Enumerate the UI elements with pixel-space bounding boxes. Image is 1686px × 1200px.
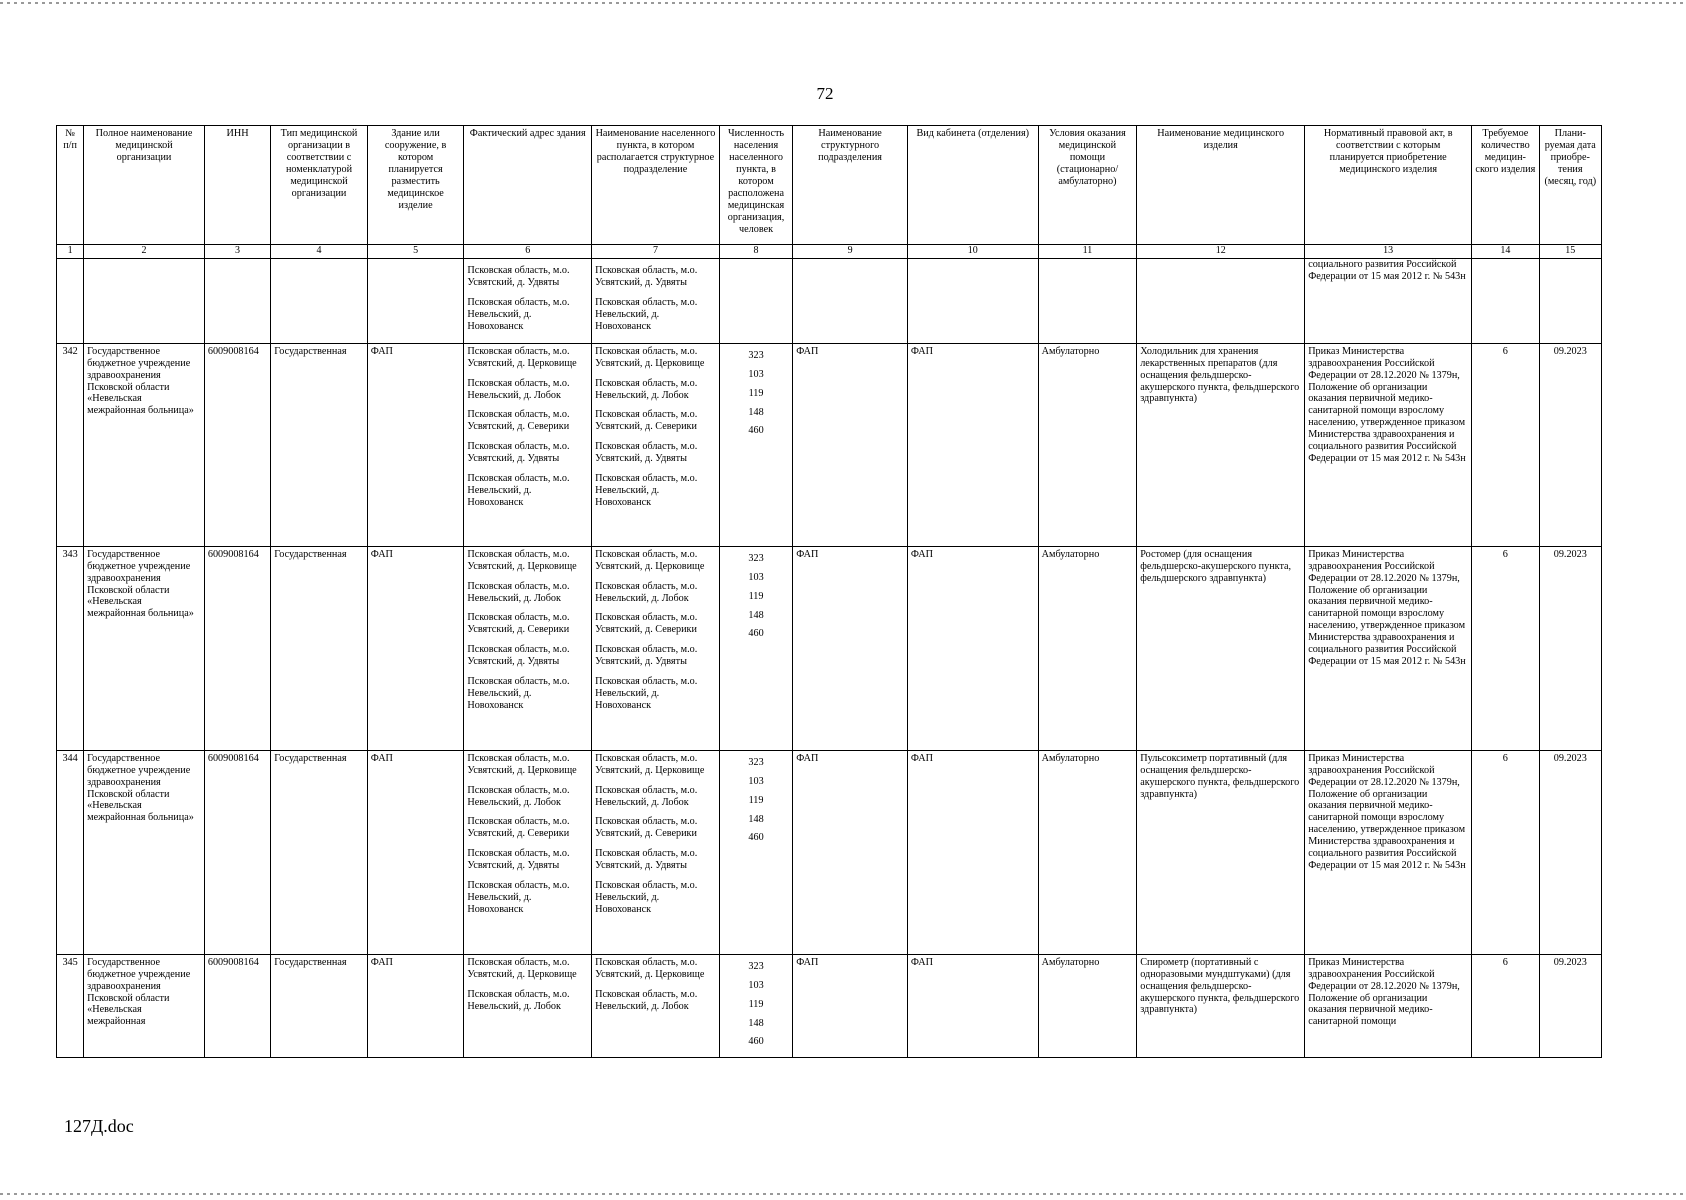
header-cell: № п/п: [57, 126, 84, 245]
column-number: 8: [719, 245, 792, 259]
footer-filename: 127Д.doc: [64, 1116, 134, 1136]
address-line: Псковская область, м.о. Усвятский, д. Северики: [467, 409, 570, 433]
locality-line: Псковская область, м.о. Невельский, д. Лобок: [595, 988, 698, 1012]
locality-line: Псковская область, м.о. Усвятский, д. Церковище: [595, 956, 705, 980]
cell-date: 09.2023: [1539, 750, 1601, 954]
population-value: 148: [748, 406, 764, 418]
cell-localities: [592, 750, 720, 954]
cell-localities: [592, 343, 720, 546]
locality-line: Псковская область, м.о. Усвятский, д. Удвяты: [595, 644, 698, 668]
cell-inn: 6009008164: [204, 750, 270, 954]
header-cell: Здание или сооружение, в котором планируется разместить медицинское изделие: [367, 126, 464, 245]
population-value: 103: [748, 571, 764, 583]
cell-org: Государственное бюджетное учреждение здравоохранения Псковской области «Невельская межрайонная больница»: [84, 343, 205, 546]
cell-quantity: [1472, 259, 1539, 344]
cell-population: [719, 546, 792, 750]
column-number: 1: [57, 245, 84, 259]
population-value: 323: [748, 349, 764, 361]
population-value: 119: [748, 794, 764, 806]
population-value: 103: [748, 775, 764, 787]
cell-building: [367, 259, 464, 344]
cell-device: Холодильник для хранения лекарственных препаратов (для оснащения фельдшерско-акушерского пункта, фельдшерского здравпункта): [1137, 343, 1305, 546]
address-line: Псковская область, м.о. Невельский, д. Лобок: [467, 377, 570, 401]
address-line: Псковская область, м.о. Усвятский, д. Удвяты: [467, 848, 570, 872]
address-line: Псковская область, м.о. Невельский, д. Новохованск: [467, 473, 570, 509]
address-line: Псковская область, м.о. Усвятский, д. Церковище: [467, 345, 577, 369]
population-value: 119: [748, 387, 764, 399]
locality-line: Псковская область, м.о. Усвятский, д. Церковище: [595, 345, 705, 369]
cell-quantity: 6: [1472, 750, 1539, 954]
locality-line: Псковская область, м.о. Усвятский, д. Удвяты: [595, 441, 698, 465]
address-line: Псковская область, м.о. Невельский, д. Новохованск: [467, 880, 570, 916]
column-number-row: [57, 245, 1602, 259]
locality-line: Псковская область, м.о. Невельский, д. Лобок: [595, 784, 698, 808]
cell-conditions: Амбулаторно: [1038, 343, 1137, 546]
locality-line: Псковская область, м.о. Усвятский, д. Церковище: [595, 752, 705, 776]
cell-population: [719, 259, 792, 344]
cell-unit: ФАП: [793, 343, 908, 546]
population-value: 119: [748, 998, 764, 1010]
cell-cabinet: ФАП: [907, 954, 1038, 1058]
locality-line: Псковская область, м.о. Усвятский, д. Церковище: [595, 548, 705, 572]
population-value: 103: [748, 979, 764, 991]
population-value: 148: [748, 813, 764, 825]
cell-addresses: [464, 259, 592, 344]
address-line: Псковская область, м.о. Невельский, д. Новохованск: [467, 296, 570, 332]
address-line: Псковская область, м.о. Усвятский, д. Церковище: [467, 548, 577, 572]
cell-inn: [204, 259, 270, 344]
locality-line: Псковская область, м.о. Невельский, д. Лобок: [595, 377, 698, 401]
cell-device: [1137, 259, 1305, 344]
cell-legal-act: социального развития Российской Федерации от 15 мая 2012 г. № 543н: [1305, 259, 1472, 344]
cell-quantity: 6: [1472, 954, 1539, 1058]
header-row: [57, 126, 1602, 245]
cell-cabinet: ФАП: [907, 750, 1038, 954]
cell-num: [57, 259, 84, 344]
population-value: 460: [748, 832, 764, 844]
table-row: [57, 343, 1602, 546]
header-cell: Фактический адрес здания: [464, 126, 592, 245]
column-number: 4: [271, 245, 368, 259]
column-number: 2: [84, 245, 205, 259]
cell-org: Государственное бюджетное учреждение здравоохранения Псковской области «Невельская межрайонная больница»: [84, 750, 205, 954]
address-line: Псковская область, м.о. Усвятский, д. Удвяты: [467, 265, 570, 288]
cell-addresses: [464, 750, 592, 954]
address-line: Псковская область, м.о. Усвятский, д. Северики: [467, 816, 570, 840]
population-value: 148: [748, 609, 764, 621]
cell-date: 09.2023: [1539, 546, 1601, 750]
cell-type: Государственная: [271, 546, 368, 750]
cell-num: 344: [57, 750, 84, 954]
column-number: 5: [367, 245, 464, 259]
cell-cabinet: ФАП: [907, 343, 1038, 546]
cell-num: 343: [57, 546, 84, 750]
cell-unit: ФАП: [793, 954, 908, 1058]
header-cell: Вид кабинета (отделения): [907, 126, 1038, 245]
population-value: 119: [748, 590, 764, 602]
cell-building: ФАП: [367, 546, 464, 750]
population-value: 460: [748, 628, 764, 640]
cell-unit: [793, 259, 908, 344]
cell-quantity: 6: [1472, 343, 1539, 546]
cell-org: Государственное бюджетное учреждение здравоохранения Псковской области «Невельская межрайонная: [84, 954, 205, 1058]
table-row: [57, 750, 1602, 954]
cell-legal-act: Приказ Министерства здравоохранения Российской Федерации от 28.12.2020 № 1379н, Положение об организации оказания первичной медико-санитарной помощи взрослому населению, утвержденное приказом Министерства здравоохранения и социального развития Российской Федерации от 15 мая 2012 г. № 543н: [1305, 546, 1472, 750]
address-line: Псковская область, м.о. Невельский, д. Лобок: [467, 580, 570, 604]
cell-type: [271, 259, 368, 344]
address-line: Псковская область, м.о. Усвятский, д. Церковище: [467, 956, 577, 980]
cell-inn: 6009008164: [204, 343, 270, 546]
header-cell: Полное наименование медицинской организации: [84, 126, 205, 245]
column-number: 15: [1539, 245, 1601, 259]
population-value: 103: [748, 368, 764, 380]
cell-cabinet: ФАП: [907, 546, 1038, 750]
cell-device: Ростомер (для оснащения фельдшерско-акушерского пункта, фельдшерского здравпункта): [1137, 546, 1305, 750]
locality-line: Псковская область, м.о. Невельский, д. Новохованск: [595, 473, 698, 509]
cell-inn: 6009008164: [204, 954, 270, 1058]
address-line: Псковская область, м.о. Невельский, д. Новохованск: [467, 676, 570, 712]
cell-population: [719, 954, 792, 1058]
cell-type: Государственная: [271, 343, 368, 546]
cell-date: 09.2023: [1539, 343, 1601, 546]
cell-building: ФАП: [367, 343, 464, 546]
scan-edge-bottom: [0, 1193, 1686, 1195]
population-value: 460: [748, 425, 764, 437]
header-cell: Наименование медицинского изделия: [1137, 126, 1305, 245]
header-cell: Нормативный правовой акт, в соответствии с которым планируется приобретение медицинского изделия: [1305, 126, 1472, 245]
page-number: 72: [816, 84, 834, 103]
cell-date: 09.2023: [1539, 954, 1601, 1058]
column-number: 11: [1038, 245, 1137, 259]
header-cell: Требуемое количество медицин-ского изделия: [1472, 126, 1539, 245]
population-value: 323: [748, 756, 764, 768]
header-cell: Численность населения населенного пункта, в котором расположена медицинская организация, человек: [719, 126, 792, 245]
header-cell: ИНН: [204, 126, 270, 245]
locality-line: Псковская область, м.о. Усвятский, д. Северики: [595, 816, 698, 840]
locality-line: Псковская область, м.о. Усвятский, д. Удвяты: [595, 265, 698, 288]
table-row: [57, 954, 1602, 1058]
cell-org: Государственное бюджетное учреждение здравоохранения Псковской области «Невельская межрайонная больница»: [84, 546, 205, 750]
address-line: Псковская область, м.о. Невельский, д. Лобок: [467, 784, 570, 808]
cell-conditions: Амбулаторно: [1038, 750, 1137, 954]
header-cell: Наименование структурного подразделения: [793, 126, 908, 245]
locality-line: Псковская область, м.о. Невельский, д. Новохованск: [595, 296, 698, 332]
locality-line: Псковская область, м.о. Усвятский, д. Северики: [595, 409, 698, 433]
cell-localities: [592, 546, 720, 750]
cell-cabinet: [907, 259, 1038, 344]
cell-unit: ФАП: [793, 546, 908, 750]
cell-unit: ФАП: [793, 750, 908, 954]
cell-localities: [592, 954, 720, 1058]
address-line: Псковская область, м.о. Усвятский, д. Церковище: [467, 752, 577, 776]
cell-device: Спирометр (портативный с одноразовыми мундштуками) (для оснащения фельдшерско-акушерского пункта, фельдшерского здравпункта): [1137, 954, 1305, 1058]
column-number: 10: [907, 245, 1038, 259]
cell-addresses: [464, 546, 592, 750]
cell-conditions: Амбулаторно: [1038, 546, 1137, 750]
table-row: [57, 546, 1602, 750]
header-cell: Тип медицинской организации в соответствии с номенклатурой медицинской организации: [271, 126, 368, 245]
cell-num: 345: [57, 954, 84, 1058]
cell-type: Государственная: [271, 750, 368, 954]
header-cell: Плани-руемая дата приобре-тения (месяц, год): [1539, 126, 1601, 245]
column-number: 12: [1137, 245, 1305, 259]
cell-date: [1539, 259, 1601, 344]
locality-line: Псковская область, м.о. Невельский, д. Новохованск: [595, 880, 698, 916]
cell-quantity: 6: [1472, 546, 1539, 750]
header-cell: Условия оказания медицинской помощи (стационарно/ амбулаторно): [1038, 126, 1137, 245]
equipment-table: [56, 125, 1602, 1058]
column-number: 3: [204, 245, 270, 259]
column-number: 7: [592, 245, 720, 259]
column-number: 6: [464, 245, 592, 259]
cell-type: Государственная: [271, 954, 368, 1058]
cell-population: [719, 750, 792, 954]
address-line: Псковская область, м.о. Усвятский, д. Удвяты: [467, 441, 570, 465]
cell-inn: 6009008164: [204, 546, 270, 750]
population-value: 323: [748, 552, 764, 564]
address-line: Псковская область, м.о. Усвятский, д. Северики: [467, 612, 570, 636]
cell-building: ФАП: [367, 750, 464, 954]
cell-conditions: [1038, 259, 1137, 344]
cell-building: ФАП: [367, 954, 464, 1058]
column-number: 9: [793, 245, 908, 259]
cell-localities: [592, 259, 720, 344]
locality-line: Псковская область, м.о. Невельский, д. Лобок: [595, 580, 698, 604]
cell-legal-act: Приказ Министерства здравоохранения Российской Федерации от 28.12.2020 № 1379н, Положение об организации оказания первичной медико-санитарной помощи: [1305, 954, 1472, 1058]
cell-num: 342: [57, 343, 84, 546]
cell-conditions: Амбулаторно: [1038, 954, 1137, 1058]
column-number: 14: [1472, 245, 1539, 259]
address-line: Псковская область, м.о. Невельский, д. Лобок: [467, 988, 570, 1012]
cell-population: [719, 343, 792, 546]
cell-addresses: [464, 343, 592, 546]
population-value: 323: [748, 960, 764, 972]
cell-device: Пульсоксиметр портативный (для оснащения фельдшерско-акушерского пункта, фельдшерского здравпункта): [1137, 750, 1305, 954]
locality-line: Псковская область, м.о. Усвятский, д. Удвяты: [595, 848, 698, 872]
cell-org: [84, 259, 205, 344]
cell-addresses: [464, 954, 592, 1058]
scan-edge-top: [0, 2, 1686, 4]
address-line: Псковская область, м.о. Усвятский, д. Удвяты: [467, 644, 570, 668]
cell-legal-act: Приказ Министерства здравоохранения Российской Федерации от 28.12.2020 № 1379н, Положение об организации оказания первичной медико-санитарной помощи взрослому населению, утвержденное приказом Министерства здравоохранения и социального развития Российской Федерации от 15 мая 2012 г. № 543н: [1305, 343, 1472, 546]
population-value: 148: [748, 1017, 764, 1029]
header-cell: Наименование населенного пункта, в котором располагается структурное подразделение: [592, 126, 720, 245]
locality-line: Псковская область, м.о. Невельский, д. Новохованск: [595, 676, 698, 712]
population-value: 460: [748, 1036, 764, 1048]
continuation-row: [57, 259, 1602, 344]
locality-line: Псковская область, м.о. Усвятский, д. Северики: [595, 612, 698, 636]
column-number: 13: [1305, 245, 1472, 259]
cell-legal-act: Приказ Министерства здравоохранения Российской Федерации от 28.12.2020 № 1379н, Положение об организации оказания первичной медико-санитарной помощи взрослому населению, утвержденное приказом Министерства здравоохранения и социального развития Российской Федерации от 15 мая 2012 г. № 543н: [1305, 750, 1472, 954]
